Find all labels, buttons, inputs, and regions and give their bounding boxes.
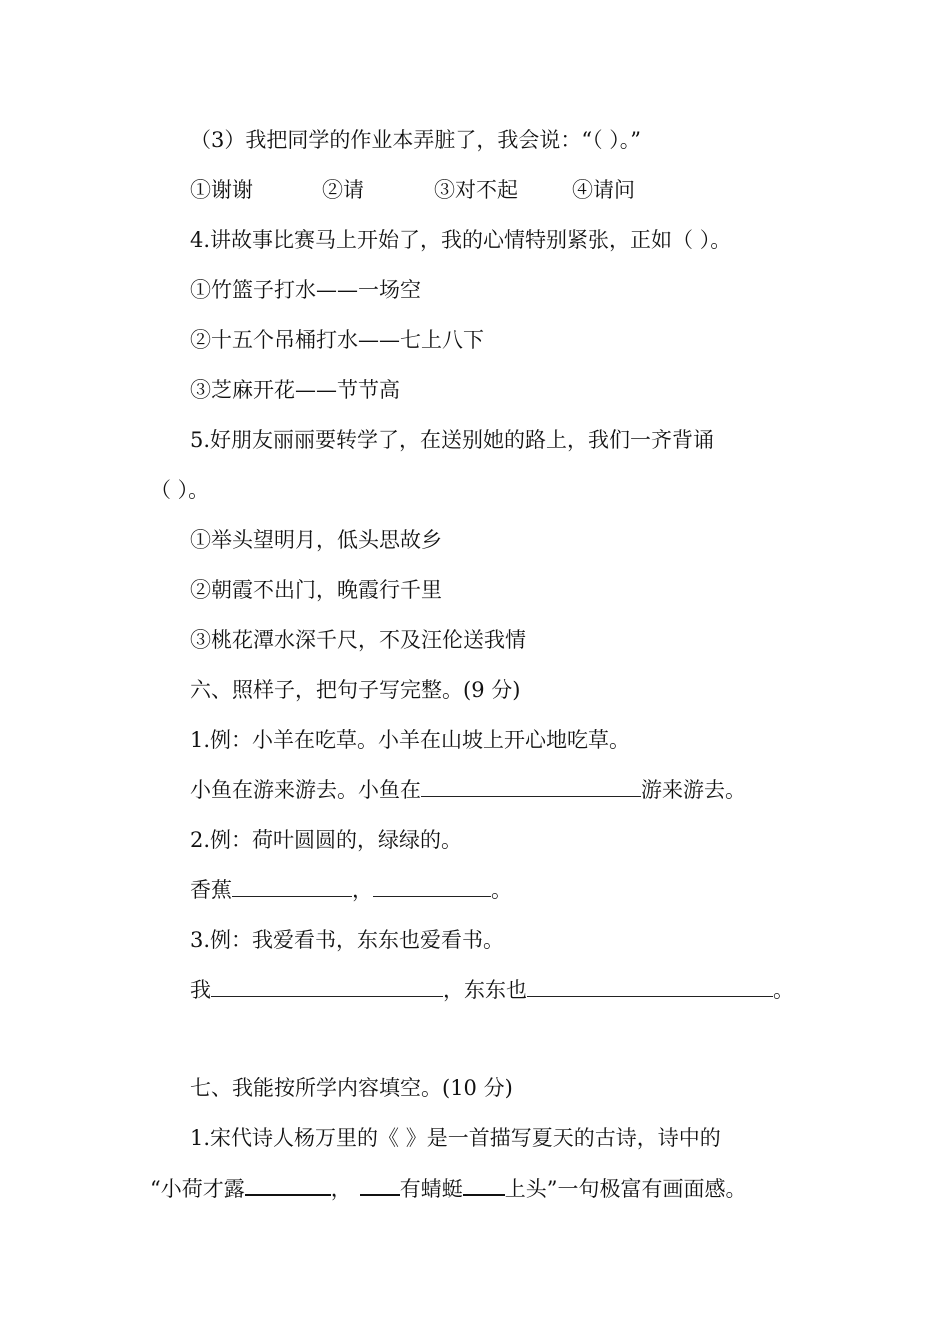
section-6-answer-1	[190, 776, 746, 804]
option-1: ①谢谢	[190, 178, 253, 202]
option-4: ④请问	[572, 178, 635, 202]
answer-1-prefix: 小鱼在游来游去。小鱼在	[190, 778, 421, 802]
question-5-answer-paren: （ ）。	[150, 478, 210, 502]
question-4-option-3: ③芝麻开花——节节高	[190, 378, 400, 402]
section-7-title: 七、我能按所学内容填空。(10 分)	[190, 1076, 513, 1100]
question-3-options	[190, 176, 635, 204]
question-5-option-1: ①举头望明月，低头思故乡	[190, 528, 442, 552]
section-7-question-1-line-2	[150, 1174, 747, 1203]
poem-part-2: ，	[330, 1177, 352, 1201]
answer-blank[interactable]	[232, 876, 352, 897]
section-6-answer-3	[190, 976, 794, 1004]
section-6-example-1: 1.例：小羊在吃草。小羊在山坡上开心地吃草。	[190, 728, 631, 752]
answer-2-prefix: 香蕉	[190, 878, 232, 902]
answer-1-suffix: 游来游去。	[641, 778, 746, 802]
question-3-text: （3）我把同学的作业本弄脏了，我会说：“（ ）。”	[190, 128, 642, 152]
answer-2-comma: ，	[352, 878, 373, 902]
answer-3-period: 。	[773, 978, 794, 1002]
question-5-option-3: ③桃花潭水深千尺，不及汪伦送我情	[190, 628, 526, 652]
answer-2-period: 。	[491, 878, 512, 902]
section-6-answer-2	[190, 876, 512, 904]
question-4-option-1: ①竹篮子打水——一场空	[190, 278, 421, 302]
question-4-option-2: ②十五个吊桶打水——七上八下	[190, 328, 484, 352]
answer-3-middle: ，东东也	[443, 978, 527, 1002]
question-4-text: 4.讲故事比赛马上开始了，我的心情特别紧张，正如（ ）。	[190, 228, 732, 252]
answer-3-prefix: 我	[190, 978, 211, 1002]
option-2: ②请	[322, 178, 364, 202]
poem-blank[interactable]	[245, 1174, 331, 1196]
section-6-example-2: 2.例：荷叶圆圆的，绿绿的。	[190, 828, 463, 852]
answer-blank[interactable]	[421, 776, 641, 797]
section-7-question-1-line-1: 1.宋代诗人杨万里的《 》是一首描写夏天的古诗，诗中的	[190, 1126, 721, 1150]
answer-blank[interactable]	[211, 976, 443, 997]
answer-blank[interactable]	[373, 876, 491, 897]
poem-blank[interactable]	[360, 1174, 400, 1196]
poem-part-1: “小荷才露	[150, 1177, 245, 1201]
question-5-option-2: ②朝霞不出门，晚霞行千里	[190, 578, 442, 602]
poem-part-3: 有蜻蜓	[399, 1177, 463, 1201]
poem-blank[interactable]	[463, 1174, 505, 1196]
answer-blank[interactable]	[527, 976, 773, 997]
section-6-title: 六、照样子，把句子写完整。(9 分)	[190, 678, 521, 702]
section-6-example-3: 3.例：我爱看书，东东也爱看书。	[190, 928, 505, 952]
poem-part-4: 上头”一句极富有画面感。	[504, 1177, 747, 1201]
option-3: ③对不起	[434, 178, 518, 202]
question-5-text: 5.好朋友丽丽要转学了，在送别她的路上，我们一齐背诵	[190, 428, 715, 452]
